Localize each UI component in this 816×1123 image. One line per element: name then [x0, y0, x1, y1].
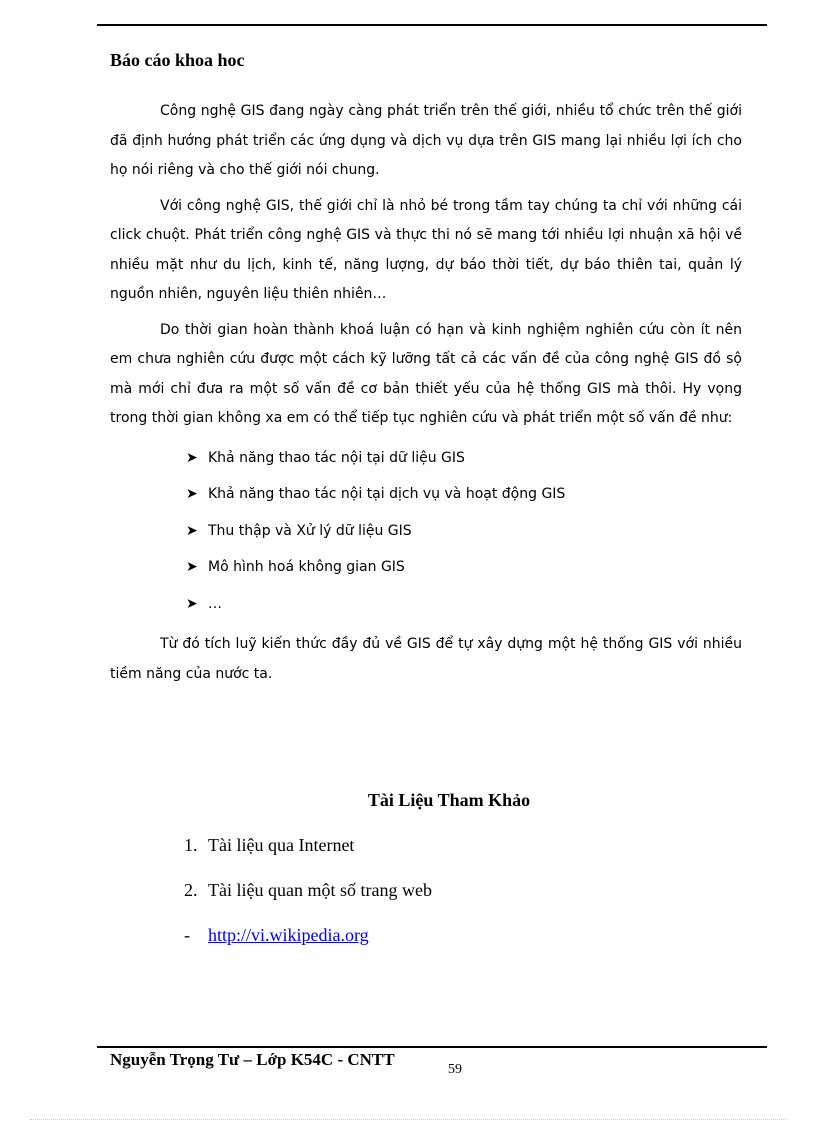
reference-number: 2.: [184, 880, 198, 900]
topic-list: [110, 440, 742, 623]
arrow-bullet-icon: ➤: [186, 595, 198, 612]
paragraph-1: Công nghệ GIS đang ngày càng phát triển trên thế giới, nhiều tổ chức trên thế giới đã định hướng phát triển các ứng dụng và dịch vụ dựa trên GIS mang lại nhiều lợi ích cho họ nói riêng và cho thế giới nói chung.: [110, 103, 742, 178]
arrow-bullet-icon: ➤: [186, 449, 198, 466]
page-number: 59: [448, 1062, 462, 1077]
page-bottom-border: [30, 1119, 786, 1120]
reference-text: Tài liệu qua Internet: [208, 835, 355, 855]
wikipedia-link[interactable]: http://vi.wikipedia.org: [208, 925, 369, 945]
body-text: [110, 97, 742, 695]
list-item: ➤ Khả năng thao tác nội tại dịch vụ và hoạt động GIS: [186, 476, 742, 513]
paragraph-2: Với công nghệ GIS, thế giới chỉ là nhỏ bé trong tầm tay chúng ta chỉ với những cái click chuột. Phát triển công nghệ GIS và thực thi nó sẽ mang tới nhiều lợi nhuận xã hội về nhiều mặt như du lịch, kinh tế, năng lượng, dự báo thời tiết, dự báo thiên tai, quản lý nguồn nhiên, nguyên liệu thiên nhiên…: [110, 197, 742, 302]
paragraph-3: Do thời gian hoàn thành khoá luận có hạn và kinh nghiệm nghiên cứu còn ít nên em chưa nghiên cứu được một cách kỹ lưỡng tất cả các vấn đề của công nghệ GIS đồ sộ mà mới chỉ đưa ra một số vấn đề cơ bản thiết yếu của hệ thống GIS mà thôi. Hy vọng trong thời gian không xa em có thể tiếp tục nghiên cứu và phát triển một số vấn đề như:: [110, 321, 742, 426]
list-item: ➤ …: [186, 586, 742, 623]
reference-link-item: [110, 923, 742, 968]
closing-paragraph: Từ đó tích luỹ kiến thức đầy đủ về GIS để tự xây dựng một hệ thống GIS với nhiều tiềm năng của nước ta.: [110, 636, 742, 682]
list-item: ➤ Thu thập và Xử lý dữ liệu GIS: [186, 513, 742, 550]
references-section: [110, 790, 742, 968]
header-rule: [97, 24, 767, 26]
reference-text: Tài liệu quan một số trang web: [208, 880, 432, 900]
arrow-bullet-icon: ➤: [186, 486, 198, 502]
header-title: Báo cáo khoa hoc: [110, 50, 245, 70]
footer-rule: [97, 1046, 767, 1048]
arrow-bullet-icon: ➤: [186, 559, 198, 575]
list-item: ➤ Khả năng thao tác nội tại dữ liệu GIS: [186, 440, 742, 477]
reference-item: [110, 833, 742, 878]
references-title: Tài Liệu Tham Khảo: [367, 790, 531, 810]
footer-author: Nguyễn Trọng Tư – Lớp K54C - CNTT: [110, 1050, 395, 1069]
reference-number: 1.: [184, 835, 198, 855]
reference-dash: -: [184, 925, 190, 945]
reference-item: [110, 878, 742, 923]
arrow-bullet-icon: ➤: [186, 522, 198, 539]
list-item: ➤ Mô hình hoá không gian GIS: [186, 549, 742, 586]
